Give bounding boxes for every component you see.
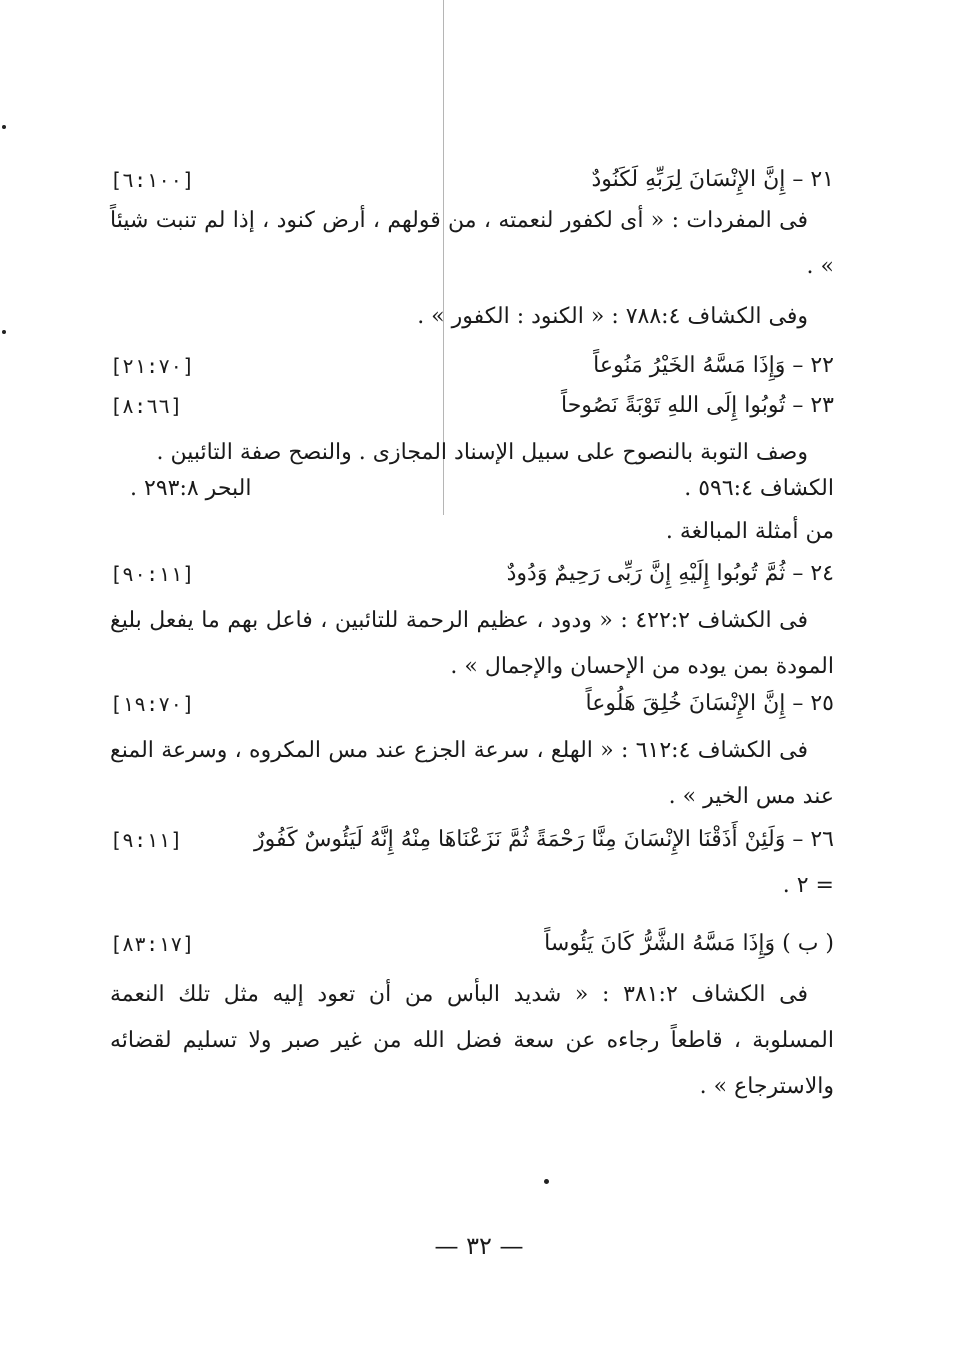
verse-text: ٢١ – إِنَّ الإِنْسَانَ لِرَبِّهِ لَكَنُودٌ <box>591 167 834 192</box>
commentary-text: فى المفردات : « أى لكفور لنعمته ، من قولهم ، أرض كنود ، إذا لم تنبت شيئاً » . <box>110 208 834 279</box>
verse-reference: [٨:٦٦] <box>110 394 183 418</box>
verse-text: ٢٢ – وَإِذَا مَسَّهُ الخَيْرُ مَنُوعاً <box>593 353 834 378</box>
verse-entry-26b <box>110 930 834 958</box>
commentary-text: فى الكشاف ٦١٢:٤ : « الهلع ، سرعة الجزع عند مس المكروه ، وسرعة المنع عند مس الخير » . <box>110 738 834 809</box>
verse-entry-24 <box>110 560 834 588</box>
source-kashshaf: الكشاف ٥٩٦:٤ . <box>684 476 834 501</box>
verse-continuation <box>110 872 834 900</box>
continuation-text: = ٢ . <box>782 873 834 898</box>
edge-mark <box>2 125 6 129</box>
verse-reference: [٩٠:١١] <box>110 562 195 586</box>
commentary-text: فى الكشاف ٣٨١:٢ : « شديد البأس من أن تعود إليه مثل تلك النعمة المسلوبة ، قاطعاً رجاءه عن سعة فضل الله من غير صبر ولا تسليم لقضائه والاسترجاع » . <box>110 982 834 1099</box>
commentary-paragraph <box>110 598 834 690</box>
verse-entry-26 <box>110 826 834 854</box>
commentary-text: وفى الكشاف ٧٨٨:٤ : « الكنود : الكفور » . <box>417 304 808 329</box>
commentary-paragraph <box>110 430 834 476</box>
source-bahr: البحر ٢٩٣:٨ . <box>130 476 252 501</box>
verse-reference: [٩:١١] <box>110 828 183 852</box>
verse-text: ٢٤ – ثُمَّ تُوبُوا إِلَيْهِ إِنَّ رَبِّى رَحِيمٌ وَدُودٌ <box>506 561 834 586</box>
verse-entry-22 <box>110 352 834 380</box>
source-citations <box>110 476 834 516</box>
verse-text: ٢٥ – إِنَّ الإِنْسَانَ خُلِقَ هَلُوعاً <box>585 691 834 716</box>
verse-text: ٢٣ – تُوبُوا إِلَى اللهِ تَوْبَةً نَصُوحاً <box>560 393 834 418</box>
verse-entry-21 <box>110 166 834 194</box>
edge-mark <box>2 330 6 334</box>
commentary-paragraph <box>110 972 834 1110</box>
rhetoric-note <box>110 518 834 546</box>
commentary-paragraph <box>110 294 834 340</box>
verse-reference: [٢١:٧٠] <box>110 354 195 378</box>
page-content <box>110 150 834 1110</box>
verse-entry-25 <box>110 690 834 718</box>
commentary-text: وصف التوبة بالنصوح على سبيل الإسناد المجازى . والنصح صفة التائبين . <box>156 440 808 465</box>
verse-text: ٢٦ – وَلَئِنْ أَذَقْنَا الإِنْسَانَ مِنَّا رَحْمَةً ثُمَّ نَزَعْنَاهَا مِنْهُ إِنَّهُ لَيَئُوسٌ كَفُورٌ <box>253 827 834 852</box>
commentary-paragraph <box>110 728 834 820</box>
page-number: — ٣٢ — <box>434 1232 524 1260</box>
ink-dot <box>544 1179 549 1184</box>
commentary-text: فى الكشاف ٤٢٢:٢ : « ودود ، عظيم الرحمة للتائبين ، فاعل بهم ما يفعل بليغ المودة بمن يوده من الإحسان والإجمال » . <box>110 608 834 679</box>
verse-reference: [٨٣:١٧] <box>110 932 195 956</box>
verse-reference: [١٩:٧٠] <box>110 692 195 716</box>
verse-text: ( ب ) وَإِذَا مَسَّهُ الشَّرُّ كَانَ يَئُوساً <box>544 931 834 956</box>
commentary-paragraph <box>110 198 834 290</box>
verse-entry-23 <box>110 392 834 420</box>
verse-reference: [٦:١٠٠] <box>110 168 195 192</box>
note-text: من أمثلة المبالغة . <box>665 519 834 544</box>
